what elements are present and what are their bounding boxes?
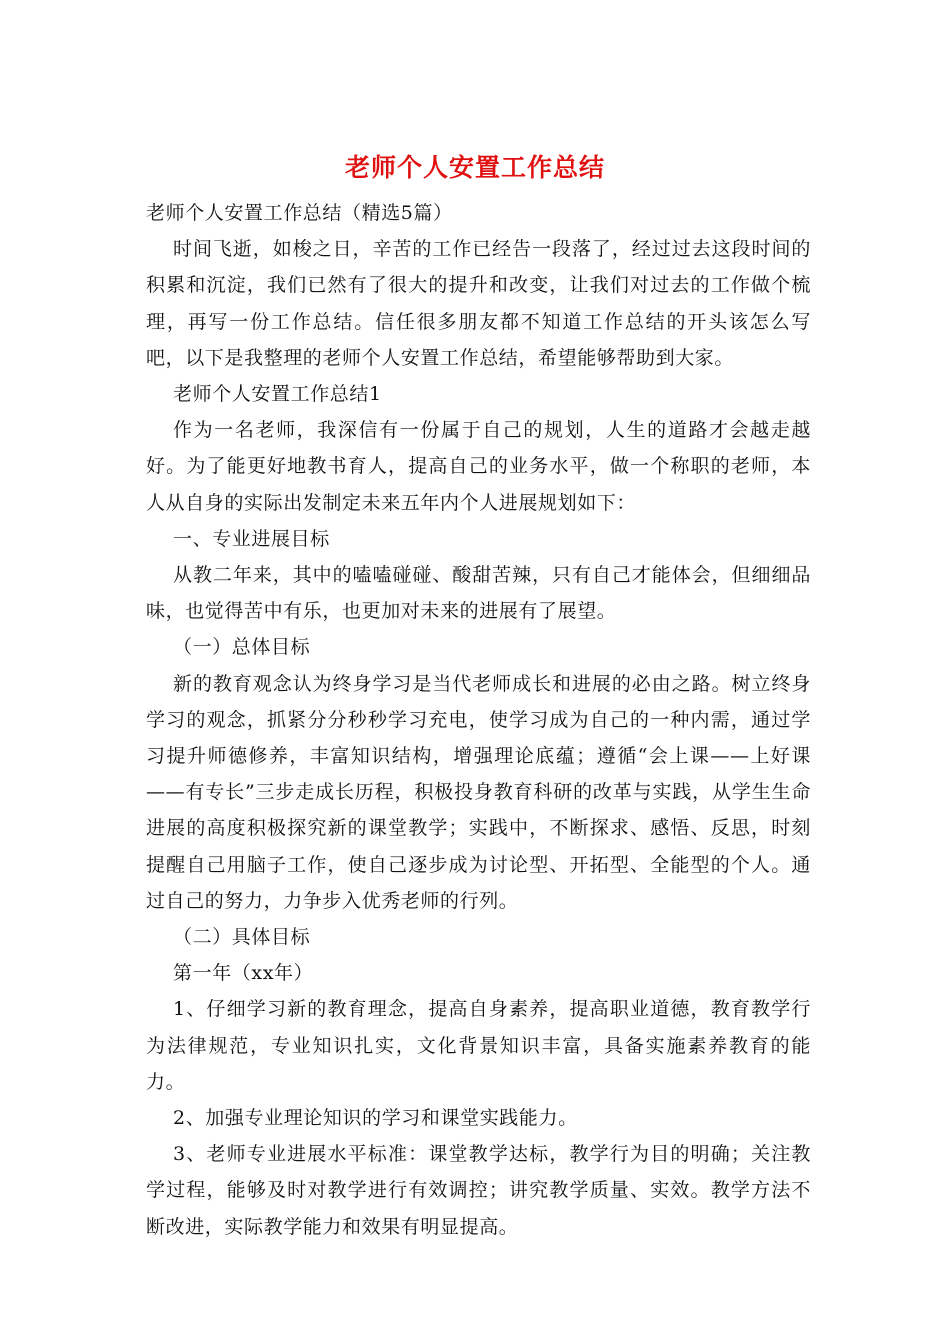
subsection-heading: （二）具体目标: [173, 926, 311, 949]
intro-paragraph: 时间飞逝，如梭之日，辛苦的工作已经告一段落了，经过过去这段时间的积累和沉淀，我们已然有了很大的提升和改变，让我们对过去的工作做个梳理，再写一份工作总结。信任很多朋友都不知道工作总结的开头该怎么写吧，以下是我整理的老师个人安置工作总结，希望能够帮助到大家。: [146, 238, 811, 369]
subtitle-paragraph: 老师个人安置工作总结（精选5篇）: [146, 202, 453, 224]
document-title: 老师个人安置工作总结: [344, 153, 605, 182]
body-paragraph: 新的教育观念认为终身学习是当代老师成长和进展的必由之路。树立终身学习的观念，抓紧分分秒秒学习充电，使学习成为自己的一种内需，通过学习提升师德修养，丰富知识结构，增强理论底蕴；遵循“会上课——上好课——有专长”三步走成长历程，积极投身教育科研的改革与实践，从学生生命进展的高度积极探究新的课堂教学；实践中，不断探求、感悟、反思，时刻提醒自己用脑子工作，使自己逐步成为讨论型、开拓型、全能型的个人。通过自己的努力，力争步入优秀老师的行列。: [146, 672, 811, 912]
body-paragraph: 作为一名老师，我深信有一份属于自己的规划，人生的道路才会越走越好。为了能更好地教书育人，提高自己的业务水平，做一个称职的老师，本人从自身的实际出发制定未来五年内个人进展规划如下：: [146, 419, 811, 514]
year-heading: 第一年（xx年）: [173, 962, 314, 985]
subsection-heading: （一）总体目标: [173, 636, 311, 659]
list-item: 1、仔细学习新的教育理念，提高自身素养，提高职业道德，教育教学行为法律规范，专业知识扎实，文化背景知识丰富，具备实施素养教育的能力。: [146, 998, 811, 1093]
subsection-heading: 一、专业进展目标: [173, 527, 330, 550]
list-item: 2、加强专业理论知识的学习和课堂实践能力。: [173, 1107, 578, 1130]
list-item: 3、老师专业进展水平标准：课堂教学达标，教学行为目的明确；关注教学过程，能够及时对教学进行有效调控；讲究教学质量、实效。教学方法不断改进，实际教学能力和效果有明显提高。: [146, 1143, 811, 1238]
section-heading-1: 老师个人安置工作总结1: [173, 383, 382, 406]
document-body: [146, 195, 811, 1245]
body-paragraph: 从教二年来，其中的嗑嗑碰碰、酸甜苦辣，只有自己才能体会，但细细品味，也觉得苦中有乐，也更加对未来的进展有了展望。: [146, 564, 811, 623]
